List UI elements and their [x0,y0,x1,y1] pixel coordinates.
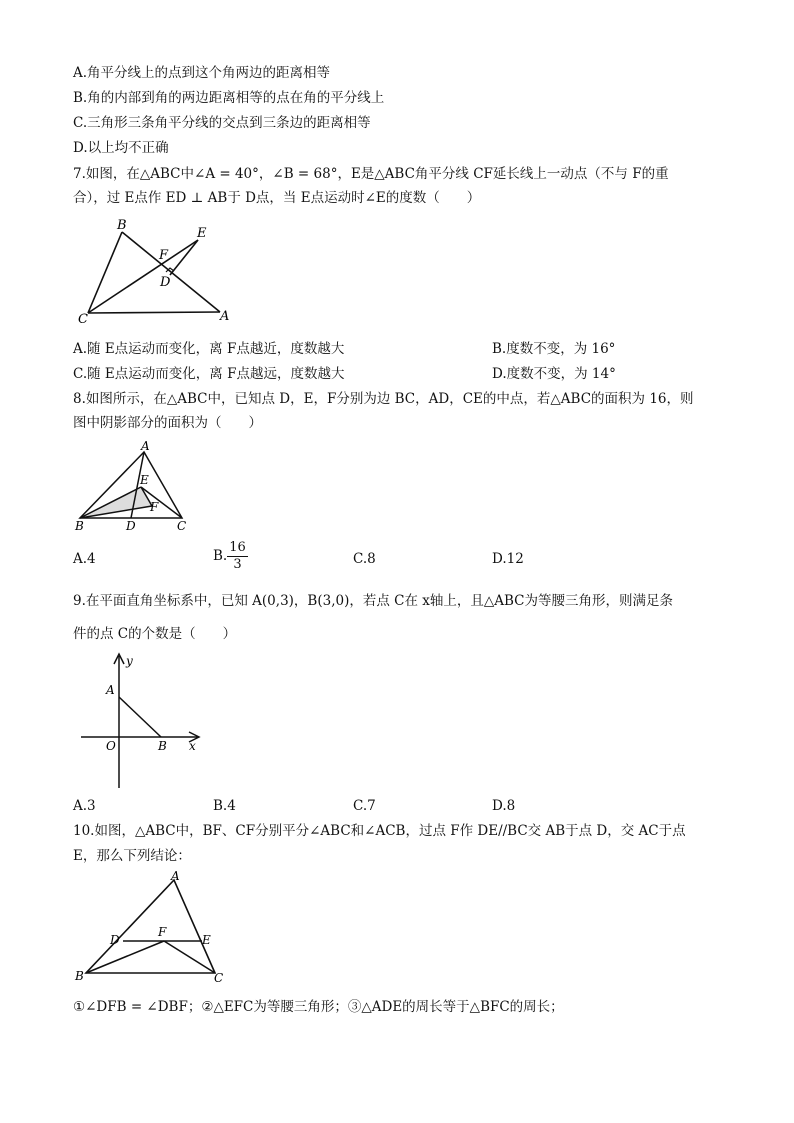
q8-label-e: E [140,473,149,487]
q7-edge-ba [122,232,220,312]
q10-figure [70,868,230,988]
q10-label-a: A [171,869,180,883]
q9-label-b: B [158,739,167,753]
q8-stem-line1: 8.如图所示，在△ABC中，已知点 D，E，F分别为边 BC，AD，CE的中点，若△ABC的面积为 16，则 [73,391,694,407]
q7-option-b: B.度数不变，为 16° [492,341,616,357]
q6-option-b: B.角的内部到角的两边距离相等的点在角的平分线上 [73,90,385,106]
q8-label-c: C [177,519,187,532]
q8-option-b [213,540,248,573]
q9-label-x: x [189,739,196,753]
q6-option-d: D.以上均不正确 [73,140,169,156]
q7-stem-line1: 7.如图，在△ABC中∠A = 40°，∠B = 68°，E是△ABC角平分线 CF延长线上一动点（不与 F的重 [73,166,669,182]
q9-segment-ab [119,697,161,737]
q8-option-c: C.8 [353,551,376,567]
q10-stem-line1: 10.如图，△ABC中，BF、CF分别平分∠ABC和∠ACB，过点 F作 DE//BC交 AB于点 D，交 AC于点 [73,823,686,839]
q8-label-a: A [141,440,150,453]
q7-label-c: C [78,312,88,327]
q9-label-o: O [106,739,116,753]
q10-triangle-abc [86,880,215,973]
q9-label-y: y [126,654,133,668]
q8-option-b-numerator: 16 [229,540,246,555]
q7-option-d: D.度数不变，为 14° [492,366,616,382]
q10-label-c: C [214,971,224,985]
q8-figure [70,440,195,532]
q8-stem-line2: 图中阴影部分的面积为（ ） [73,415,262,431]
q8-option-b-prefix: B. [213,548,228,564]
q10-stem-line2: E，那么下列结论： [73,848,191,864]
q7-label-a: A [220,309,230,324]
q9-stem-line1: 9.在平面直角坐标系中，已知 A(0,3)，B(3,0)，若点 C在 x轴上，且△ABC为等腰三角形，则满足条 [73,593,674,609]
q9-option-b: B.4 [213,798,236,814]
q6-option-a: A.角平分线上的点到这个角两边的距离相等 [73,65,331,81]
q7-line-ed [170,240,198,275]
q10-line-bf [86,941,164,973]
q10-label-e: E [202,933,211,947]
q7-option-a: A.随 E点运动而变化，离 F点越近，度数越大 [73,341,345,357]
q8-option-b-denominator: 3 [233,557,242,572]
q7-label-d: D [160,275,171,290]
q9-stem-line2: 件的点 C的个数是（ ） [73,626,237,642]
q8-label-b: B [75,519,84,532]
q9-option-d: D.8 [492,798,516,814]
q8-option-d: D.12 [492,551,524,567]
q7-label-b: B [117,218,127,233]
q8-label-d: D [126,519,136,532]
q6-option-c: C.三角形三条角平分线的交点到三条边的距离相等 [73,115,371,131]
q10-conclusions: ①∠DFB = ∠DBF；②△EFC为等腰三角形；③△ADE的周长等于△BFC的周长； [73,999,564,1015]
q7-edge-ca [88,312,220,313]
q7-label-e: E [197,226,207,241]
q7-line-ce [88,240,198,313]
q7-figure [70,215,245,327]
q9-figure [76,650,206,792]
q7-option-c: C.随 E点运动而变化，离 F点越远，度数越大 [73,366,345,382]
q9-label-a: A [106,683,115,697]
q7-label-f: F [159,248,169,263]
q10-label-b: B [75,969,84,983]
q8-option-b-fraction [227,540,248,573]
q8-label-f: F [150,500,159,514]
q10-label-d: D [110,933,120,947]
q8-option-a: A.4 [73,551,96,567]
q9-option-a: A.3 [73,798,96,814]
q9-option-c: C.7 [353,798,376,814]
q7-stem-line2: 合），过 E点作 ED ⊥ AB于 D点，当 E点运动时∠E的度数（ ） [73,190,481,206]
q10-label-f: F [158,925,167,939]
